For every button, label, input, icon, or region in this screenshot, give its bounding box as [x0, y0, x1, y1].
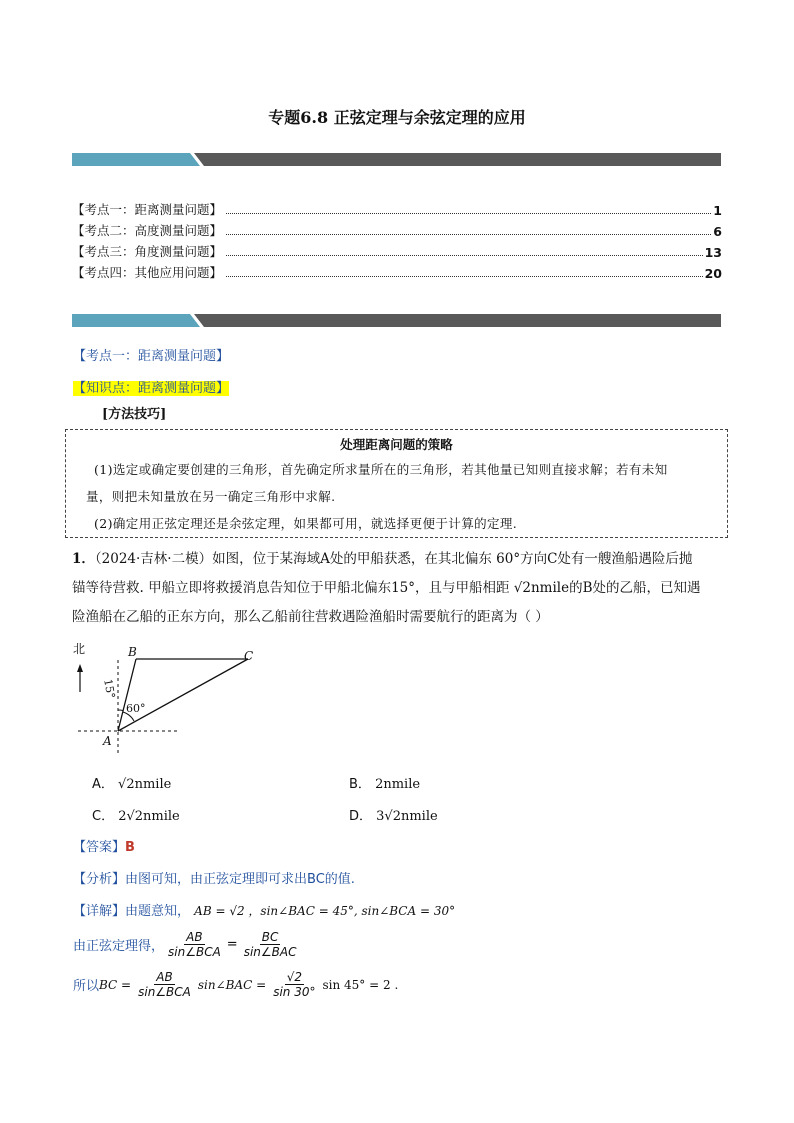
point-a-label: A: [103, 734, 112, 748]
fraction-numerator: √2: [286, 970, 302, 984]
toc-row[interactable]: [72, 242, 722, 260]
option-a[interactable]: [92, 773, 171, 792]
detail-equation: AB = √2 ，sin∠BAC = 45°, sin∠BCA = 30°: [194, 904, 456, 918]
detail-text: 由正弦定理得，: [73, 939, 165, 954]
equation-part: sin∠BAC =: [197, 977, 267, 992]
answer-label: 【答案】: [73, 840, 126, 855]
option-value: 3√2nmile: [376, 809, 438, 824]
toc-label: 【考点三：角度测量问题】: [72, 244, 223, 259]
toc-page-number: 20: [704, 266, 722, 281]
analysis-text: 由图可知，由正弦定理即可求出BC的值.: [125, 872, 355, 887]
page-title: 专题6.8 正弦定理与余弦定理的应用: [268, 108, 526, 127]
fraction-numerator: AB: [156, 970, 173, 984]
option-key: A．: [92, 777, 114, 792]
question-text: [72, 545, 732, 632]
toc-leader-dots: [226, 254, 703, 256]
option-b[interactable]: [349, 773, 420, 792]
section-heading: 【考点一：距离测量问题】: [73, 349, 230, 364]
option-c[interactable]: [92, 805, 180, 824]
detail-sine-rule-line: 由正弦定理得， $\frac{AB}{\text{sin∠BCA}}$ = $\frac{BC}{\text{sin∠BAC}}$: [73, 930, 297, 959]
equation-part: sin 45° = 2 .: [322, 977, 399, 992]
question-line: 险渔船在乙船的正东方向，那么乙船前往营救遇险渔船时需要航行的距离为（ ）: [72, 609, 549, 625]
answer-value: B: [125, 840, 135, 855]
toc-row[interactable]: [72, 263, 722, 281]
detail-line: [73, 900, 455, 919]
point-b-label: B: [128, 645, 137, 659]
analysis-label: 【分析】: [73, 872, 126, 887]
strategy-title: 处理距离问题的策略: [340, 437, 453, 452]
fraction-denominator: sin∠BCA: [168, 945, 221, 959]
fraction-denominator: sin∠BCA: [138, 985, 191, 999]
analysis-line: [73, 868, 355, 887]
option-key: C．: [92, 809, 115, 824]
section-divider-bar: [72, 314, 721, 327]
angle-15-label: 15°: [101, 678, 118, 700]
strategy-line: (1)选定或确定要创建的三角形，首先确定所求量所在的三角形，若其他量已知则直接求解；若有未知: [94, 462, 668, 477]
option-value: 2√2nmile: [118, 809, 180, 824]
strategy-box: [65, 429, 728, 538]
toc-page-number: 6: [713, 224, 722, 239]
answer-line: [73, 836, 135, 855]
strategy-line: 量，则把未知量放在另一确定三角形中求解.: [86, 489, 336, 504]
toc-leader-dots: [226, 275, 703, 277]
toc-label: 【考点二：高度测量问题】: [72, 223, 223, 238]
option-d[interactable]: [349, 805, 438, 824]
toc-label: 【考点四：其他应用问题】: [72, 265, 223, 280]
fraction-denominator: sin∠BAC: [243, 945, 297, 959]
option-key: D．: [349, 809, 373, 824]
north-label: 北: [73, 642, 86, 656]
detail-text: 所以: [73, 979, 100, 994]
question-number: 1．: [72, 551, 95, 567]
fraction-denominator: sin 30°: [273, 985, 316, 999]
geometry-figure: [70, 640, 270, 755]
angle-60-label: 60°: [126, 702, 146, 715]
strategy-line: (2)确定用正弦定理还是余弦定理，如果都可用，就选择更便于计算的定理.: [94, 516, 518, 531]
question-line: （2024·吉林·二模）如图，位于某海域A处的甲船获悉，在其北偏东 60°方向C处有一艘渔船遇险后抛: [94, 551, 693, 567]
fraction: [242, 930, 299, 959]
fraction: [271, 970, 317, 999]
option-key: B．: [349, 777, 371, 792]
equation-part: BC =: [99, 977, 132, 992]
fraction: [136, 970, 193, 999]
toc-leader-dots: [226, 212, 711, 214]
toc-label: 【考点一：距离测量问题】: [72, 202, 223, 217]
option-value: 2nmile: [375, 777, 421, 792]
fraction-numerator: BC: [261, 930, 279, 944]
header-divider-bar: [72, 153, 721, 166]
option-value: √2nmile: [118, 777, 172, 792]
toc-leader-dots: [226, 233, 711, 235]
knowledge-point-label: 【知识点：距离测量问题】: [73, 381, 230, 396]
method-heading: [方法技巧]: [102, 407, 167, 422]
point-c-label: C: [244, 649, 254, 663]
fraction: [166, 930, 223, 959]
fraction-numerator: AB: [186, 930, 203, 944]
toc-page-number: 13: [704, 245, 722, 260]
detail-label: 【详解】: [73, 904, 126, 919]
detail-result-line: [73, 970, 398, 999]
detail-text: 由题意知，: [125, 904, 191, 919]
toc-row[interactable]: [72, 200, 722, 218]
question-line: 锚等待营救. 甲船立即将救援消息告知位于甲船北偏东15°，且与甲船相距 √2nmile的B处的乙船，已知遇: [72, 580, 701, 596]
toc-row[interactable]: [72, 221, 722, 239]
toc-page-number: 1: [713, 203, 722, 218]
